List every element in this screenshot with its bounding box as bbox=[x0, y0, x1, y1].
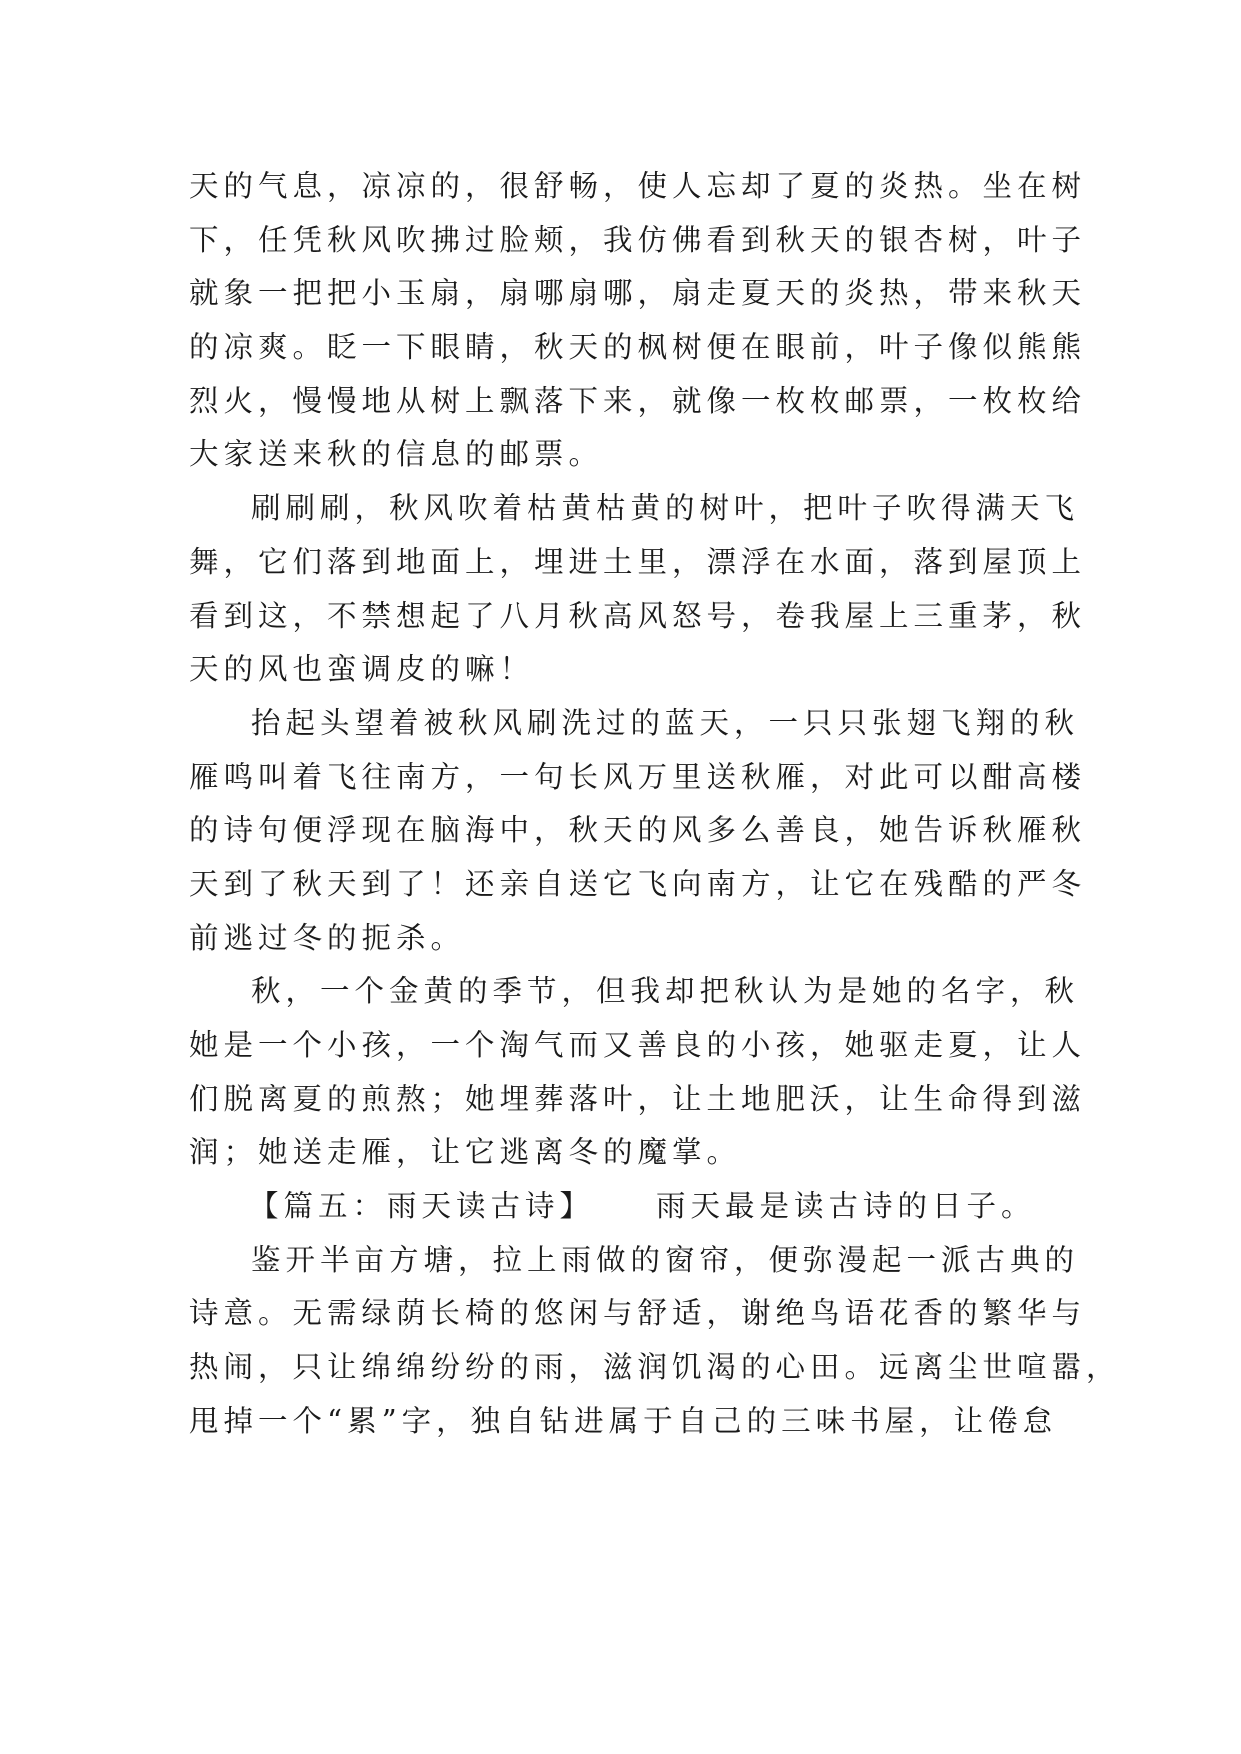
paragraph-5 bbox=[189, 1234, 1121, 1449]
text-line: 舞，它们落到地面上，埋进土里，漂浮在水面，落到屋顶上 bbox=[189, 544, 1087, 579]
text-line: 秋，一个金黄的季节，但我却把秋认为是她的名字，秋 bbox=[251, 974, 1080, 1009]
text-line: 雁鸣叫着飞往南方，一句长风万里送秋雁，对此可以酣高楼 bbox=[189, 759, 1087, 794]
paragraph-4 bbox=[189, 965, 1087, 1180]
text-line: 就象一把把小玉扇，扇哪扇哪，扇走夏天的炎热，带来秋天 bbox=[189, 276, 1087, 311]
text-line: 诗意。无需绿荫长椅的悠闲与舒适，谢绝鸟语花香的繁华与 bbox=[189, 1296, 1087, 1331]
text-line: 天的气息，凉凉的，很舒畅，使人忘却了夏的炎热。坐在树 bbox=[189, 169, 1087, 203]
paragraph-2 bbox=[189, 482, 1087, 697]
text-line: 鉴开半亩方塘，拉上雨做的窗帘，便弥漫起一派古典的 bbox=[251, 1242, 1080, 1277]
paragraph-1 bbox=[189, 160, 1087, 482]
text-line: 烈火，慢慢地从树上飘落下来，就像一枚枚邮票，一枚枚给 bbox=[189, 383, 1087, 418]
text-line: 抬起头望着被秋风刷洗过的蓝天，一只只张翅飞翔的秋 bbox=[251, 705, 1080, 740]
paragraph-3 bbox=[189, 697, 1087, 965]
text-line: 前逃过冬的扼杀。 bbox=[189, 920, 466, 955]
text-line: 甩掉一个“累”字，独自钻进属于自己的三味书屋，让倦怠 bbox=[189, 1403, 1058, 1438]
section-heading bbox=[189, 1180, 1049, 1234]
section-title: 【篇五：雨天读古诗】 bbox=[249, 1189, 595, 1224]
text-line: 天到了秋天到了！还亲自送它飞向南方，让它在残酷的严冬 bbox=[189, 866, 1087, 901]
text-line: 热闹，只让绵绵纷纷的雨，滋润饥渴的心田。远离尘世喧嚣， bbox=[189, 1350, 1121, 1385]
text-line: 看到这，不禁想起了八月秋高风怒号，卷我屋上三重茅，秋 bbox=[189, 598, 1087, 633]
text-line: 的诗句便浮现在脑海中，秋天的风多么善良，她告诉秋雁秋 bbox=[189, 813, 1087, 848]
text-line: 刷刷刷，秋风吹着枯黄枯黄的树叶，把叶子吹得满天飞 bbox=[251, 491, 1080, 526]
text-line: 大家送来秋的信息的邮票。 bbox=[189, 437, 604, 472]
text-line: 们脱离夏的煎熬；她埋葬落叶，让土地肥沃，让生命得到滋 bbox=[189, 1081, 1087, 1116]
text-line: 她是一个小孩，一个淘气而又善良的小孩，她驱走夏，让人 bbox=[189, 1028, 1087, 1062]
text-line: 天的风也蛮调皮的嘛！ bbox=[189, 652, 535, 687]
document-body bbox=[189, 160, 1121, 1449]
text-line: 的凉爽。眨一下眼睛，秋天的枫树便在眼前，叶子像似熊熊 bbox=[189, 330, 1087, 365]
text-line: 下，任凭秋风吹拂过脸颊，我仿佛看到秋天的银杏树，叶子 bbox=[189, 222, 1087, 257]
section-lead-text: 雨天最是读古诗的日子。 bbox=[656, 1189, 1036, 1224]
text-line: 润；她送走雁，让它逃离冬的魔掌。 bbox=[189, 1135, 742, 1170]
